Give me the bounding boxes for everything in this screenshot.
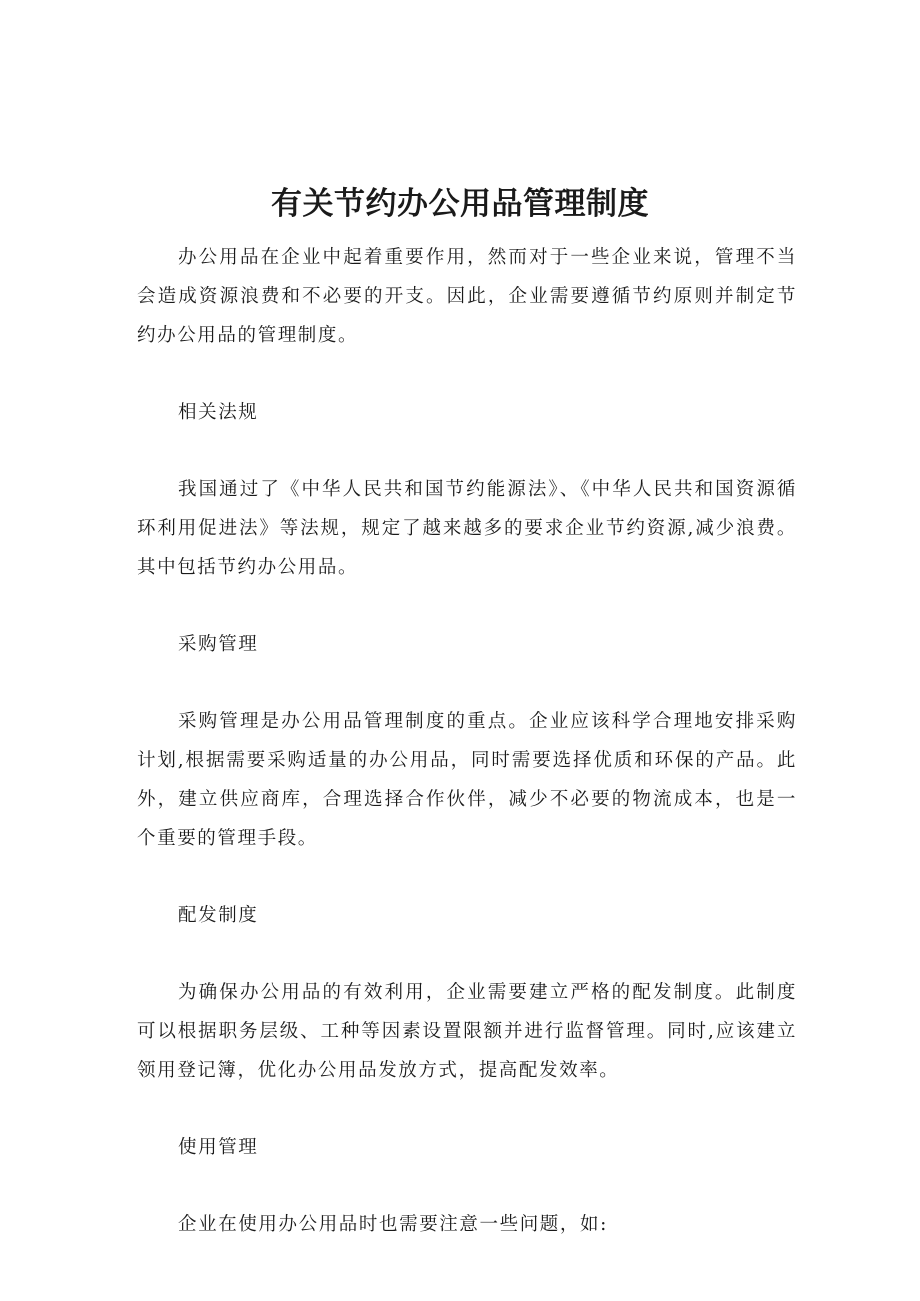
- section-text-usage: 企业在使用办公用品时也需要注意一些问题，如:: [178, 1214, 608, 1235]
- section-text-distribution: 为确保办公用品的有效利用，企业需要建立严格的配发制度。此制度可以根据职务层级、工种等因素设置限额并进行监督管理。同时,应该建立领用登记簿，优化办公用品发放方式，提高配发效率。: [137, 982, 797, 1081]
- section-text-regulations: 我国通过了《中华人民共和国节约能源法》、《中华人民共和国资源循环利用促进法》等法规，规定了越来越多的要求企业节约资源,减少浪费。其中包括节约办公用品。: [137, 479, 797, 578]
- section-text-procurement: 采购管理是办公用品管理制度的重点。企业应该科学合理地安排采购计划,根据需要采购适量的办公用品，同时需要选择优质和环保的产品。此外，建立供应商库，合理选择合作伙伴，减少不必要的物流成本，也是一个重要的管理手段。: [137, 711, 797, 849]
- section-heading-procurement: 采购管理: [178, 634, 259, 655]
- intro-paragraph: 办公用品在企业中起着重要作用，然而对于一些企业来说，管理不当会造成资源浪费和不必要的开支。因此，企业需要遵循节约原则并制定节约办公用品的管理制度。: [137, 247, 797, 346]
- document-title: 有关节约办公用品管理制度: [271, 186, 649, 222]
- section-heading-distribution: 配发制度: [178, 905, 259, 926]
- section-heading-regulations: 相关法规: [178, 402, 259, 423]
- document-body: [137, 238, 797, 1244]
- section-heading-usage: 使用管理: [178, 1137, 259, 1158]
